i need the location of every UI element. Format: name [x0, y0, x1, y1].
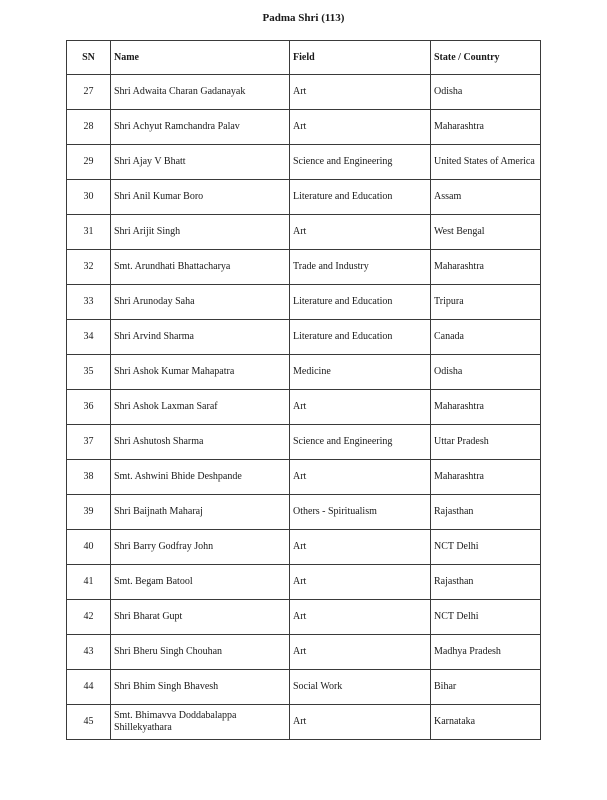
cell-name: Shri Baijnath Maharaj	[111, 495, 290, 530]
cell-sn: 42	[67, 600, 111, 635]
cell-state: Canada	[431, 320, 541, 355]
cell-state: Karnataka	[431, 705, 541, 740]
cell-name: Shri Arunoday Saha	[111, 285, 290, 320]
cell-name: Shri Bheru Singh Chouhan	[111, 635, 290, 670]
cell-field: Trade and Industry	[290, 250, 431, 285]
cell-state: Maharashtra	[431, 390, 541, 425]
header-state: State / Country	[431, 41, 541, 75]
cell-sn: 43	[67, 635, 111, 670]
cell-state: NCT Delhi	[431, 600, 541, 635]
header-field: Field	[290, 41, 431, 75]
cell-field: Art	[290, 530, 431, 565]
cell-state: Rajasthan	[431, 495, 541, 530]
awardees-table	[66, 40, 541, 740]
cell-name: Shri Anil Kumar Boro	[111, 180, 290, 215]
cell-name: Shri Bharat Gupt	[111, 600, 290, 635]
cell-sn: 29	[67, 145, 111, 180]
cell-sn: 33	[67, 285, 111, 320]
table-row	[67, 390, 541, 425]
header-name: Name	[111, 41, 290, 75]
cell-field: Social Work	[290, 670, 431, 705]
cell-field: Literature and Education	[290, 320, 431, 355]
cell-field: Art	[290, 390, 431, 425]
cell-name: Shri Bhim Singh Bhavesh	[111, 670, 290, 705]
cell-field: Art	[290, 600, 431, 635]
header-sn: SN	[67, 41, 111, 75]
cell-sn: 39	[67, 495, 111, 530]
cell-name: Smt. Arundhati Bhattacharya	[111, 250, 290, 285]
table-row	[67, 285, 541, 320]
table-row	[67, 565, 541, 600]
table-row	[67, 635, 541, 670]
page-title: Padma Shri (113)	[262, 12, 345, 24]
cell-sn: 31	[67, 215, 111, 250]
cell-sn: 40	[67, 530, 111, 565]
table-row	[67, 215, 541, 250]
table-row	[67, 600, 541, 635]
cell-name: Shri Achyut Ramchandra Palav	[111, 110, 290, 145]
cell-name: Shri Ashutosh Sharma	[111, 425, 290, 460]
cell-state: West Bengal	[431, 215, 541, 250]
cell-state: NCT Delhi	[431, 530, 541, 565]
cell-sn: 32	[67, 250, 111, 285]
table-row	[67, 495, 541, 530]
table-row	[67, 425, 541, 460]
cell-sn: 30	[67, 180, 111, 215]
cell-field: Art	[290, 215, 431, 250]
cell-name: Shri Arvind Sharma	[111, 320, 290, 355]
cell-name: Smt. Bhimavva Doddabalappa Shillekyathara	[111, 705, 290, 740]
table-row	[67, 460, 541, 495]
cell-state: Madhya Pradesh	[431, 635, 541, 670]
cell-name: Smt. Ashwini Bhide Deshpande	[111, 460, 290, 495]
cell-sn: 37	[67, 425, 111, 460]
cell-field: Medicine	[290, 355, 431, 390]
cell-sn: 38	[67, 460, 111, 495]
cell-field: Science and Engineering	[290, 425, 431, 460]
table-row	[67, 180, 541, 215]
table-row	[67, 705, 541, 740]
table-row	[67, 110, 541, 145]
cell-sn: 35	[67, 355, 111, 390]
table-row	[67, 530, 541, 565]
cell-name: Shri Ashok Kumar Mahapatra	[111, 355, 290, 390]
cell-sn: 41	[67, 565, 111, 600]
cell-name: Shri Ajay V Bhatt	[111, 145, 290, 180]
cell-field: Art	[290, 705, 431, 740]
cell-field: Art	[290, 635, 431, 670]
cell-name: Smt. Begam Batool	[111, 565, 290, 600]
cell-field: Art	[290, 565, 431, 600]
cell-state: Bihar	[431, 670, 541, 705]
cell-field: Science and Engineering	[290, 145, 431, 180]
cell-field: Literature and Education	[290, 285, 431, 320]
table-row	[67, 250, 541, 285]
table-header-row	[67, 41, 541, 75]
cell-state: Odisha	[431, 75, 541, 110]
cell-field: Others - Spiritualism	[290, 495, 431, 530]
cell-name: Shri Ashok Laxman Saraf	[111, 390, 290, 425]
table-row	[67, 670, 541, 705]
table-row	[67, 145, 541, 180]
table-row	[67, 355, 541, 390]
cell-sn: 27	[67, 75, 111, 110]
cell-state: Maharashtra	[431, 460, 541, 495]
table-row	[67, 320, 541, 355]
cell-sn: 45	[67, 705, 111, 740]
cell-state: Odisha	[431, 355, 541, 390]
table-row	[67, 75, 541, 110]
cell-field: Art	[290, 460, 431, 495]
cell-name: Shri Barry Godfray John	[111, 530, 290, 565]
cell-state: Maharashtra	[431, 110, 541, 145]
cell-sn: 28	[67, 110, 111, 145]
cell-name: Shri Adwaita Charan Gadanayak	[111, 75, 290, 110]
cell-field: Art	[290, 110, 431, 145]
cell-state: Uttar Pradesh	[431, 425, 541, 460]
cell-state: United States of America	[431, 145, 541, 180]
cell-state: Rajasthan	[431, 565, 541, 600]
cell-field: Literature and Education	[290, 180, 431, 215]
cell-sn: 44	[67, 670, 111, 705]
cell-state: Assam	[431, 180, 541, 215]
cell-sn: 36	[67, 390, 111, 425]
cell-sn: 34	[67, 320, 111, 355]
cell-state: Tripura	[431, 285, 541, 320]
cell-state: Maharashtra	[431, 250, 541, 285]
cell-name: Shri Arijit Singh	[111, 215, 290, 250]
cell-field: Art	[290, 75, 431, 110]
